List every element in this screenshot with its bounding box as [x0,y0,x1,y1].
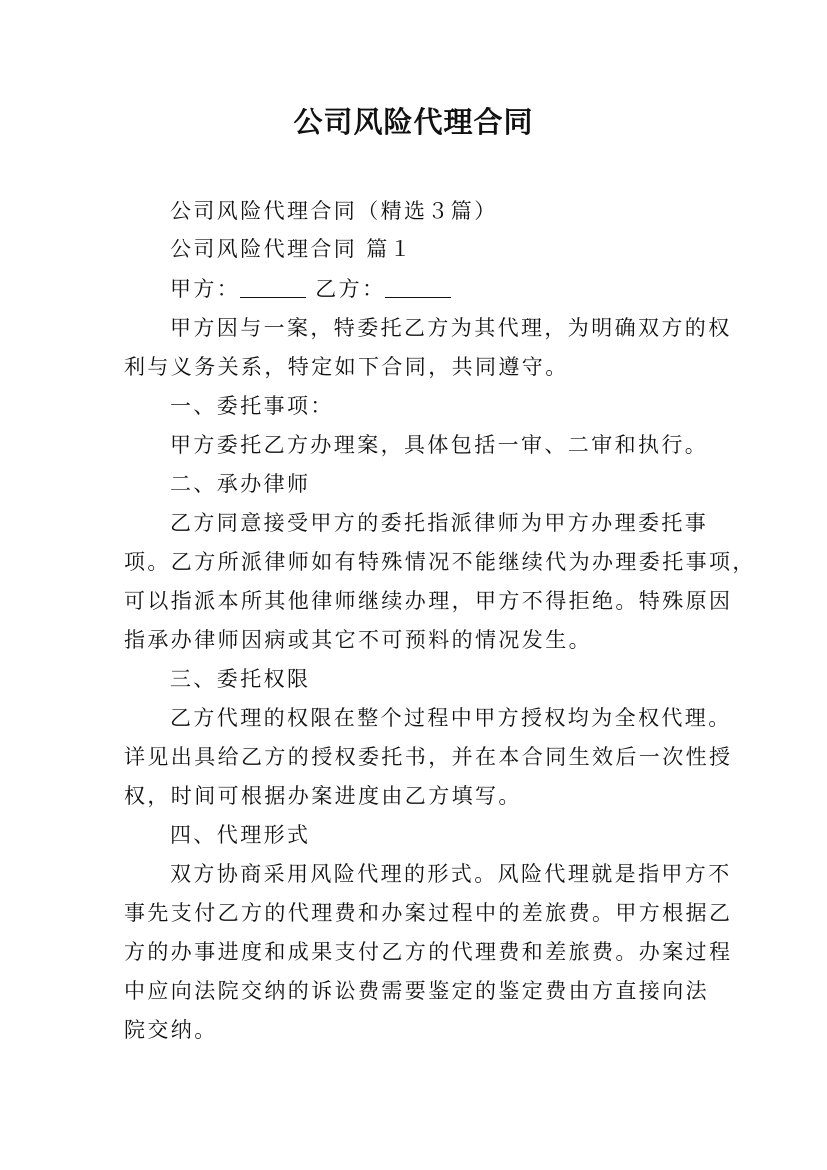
section-paragraph-line: 事先支付乙方的代理费和办案过程中的差旅费。甲方根据乙 [124,901,733,925]
part-heading: 公司风险代理合同 篇１ [170,237,414,261]
section-paragraph-line: 双方协商采用风险代理的形式。风险代理就是指甲方不 [170,862,732,886]
section-paragraph-line: 权，时间可根据办案进度由乙方填写。 [124,784,522,808]
section-paragraph-line: 可以指派本所其他律师继续办理，甲方不得拒绝。特殊原因 [124,589,733,613]
party-b-label: 乙方： [315,277,386,301]
document-subtitle: 公司风险代理合同（精选３篇） [170,199,498,223]
section-paragraph-line: 项。乙方所派律师如有特殊情况不能继续代为办理委托事项， [124,550,756,574]
section-heading: 四、代理形式 [170,823,311,847]
section-paragraph-line: 乙方代理的权限在整个过程中甲方授权均为全权代理。 [170,706,732,730]
intro-line: 甲方因与一案，特委托乙方为其代理，为明确双方的权 [170,316,732,340]
section-paragraph-line: 方的办事进度和成果支付乙方的代理费和差旅费。办案过程 [124,940,733,964]
party-a-label: 甲方： [170,277,241,301]
document-title: 公司风险代理合同 [293,105,534,139]
intro-line: 利与义务关系，特定如下合同，共同遵守。 [124,355,569,379]
section-paragraph-line: 院交纳。 [124,1018,218,1042]
section-paragraph-line: 乙方同意接受甲方的委托指派律师为甲方办理委托事 [170,511,709,535]
section-paragraph-line: 指承办律师因病或其它不可预料的情况发生。 [124,628,592,652]
party-b-blank [385,277,451,298]
section-paragraph-line: 中应向法院交纳的诉讼费需要鉴定的鉴定费由方直接向法 [124,979,709,1003]
section-paragraph-line: 甲方委托乙方办理案，具体包括一审、二审和执行。 [170,433,709,457]
section-heading: 二、承办律师 [170,472,311,496]
section-paragraph-line: 详见出具给乙方的授权委托书，并在本合同生效后一次性授 [124,745,733,769]
section-heading: 三、委托权限 [170,667,311,691]
parties-line [170,273,451,305]
section-heading: 一、委托事项： [170,394,334,418]
party-a-blank [240,277,306,298]
